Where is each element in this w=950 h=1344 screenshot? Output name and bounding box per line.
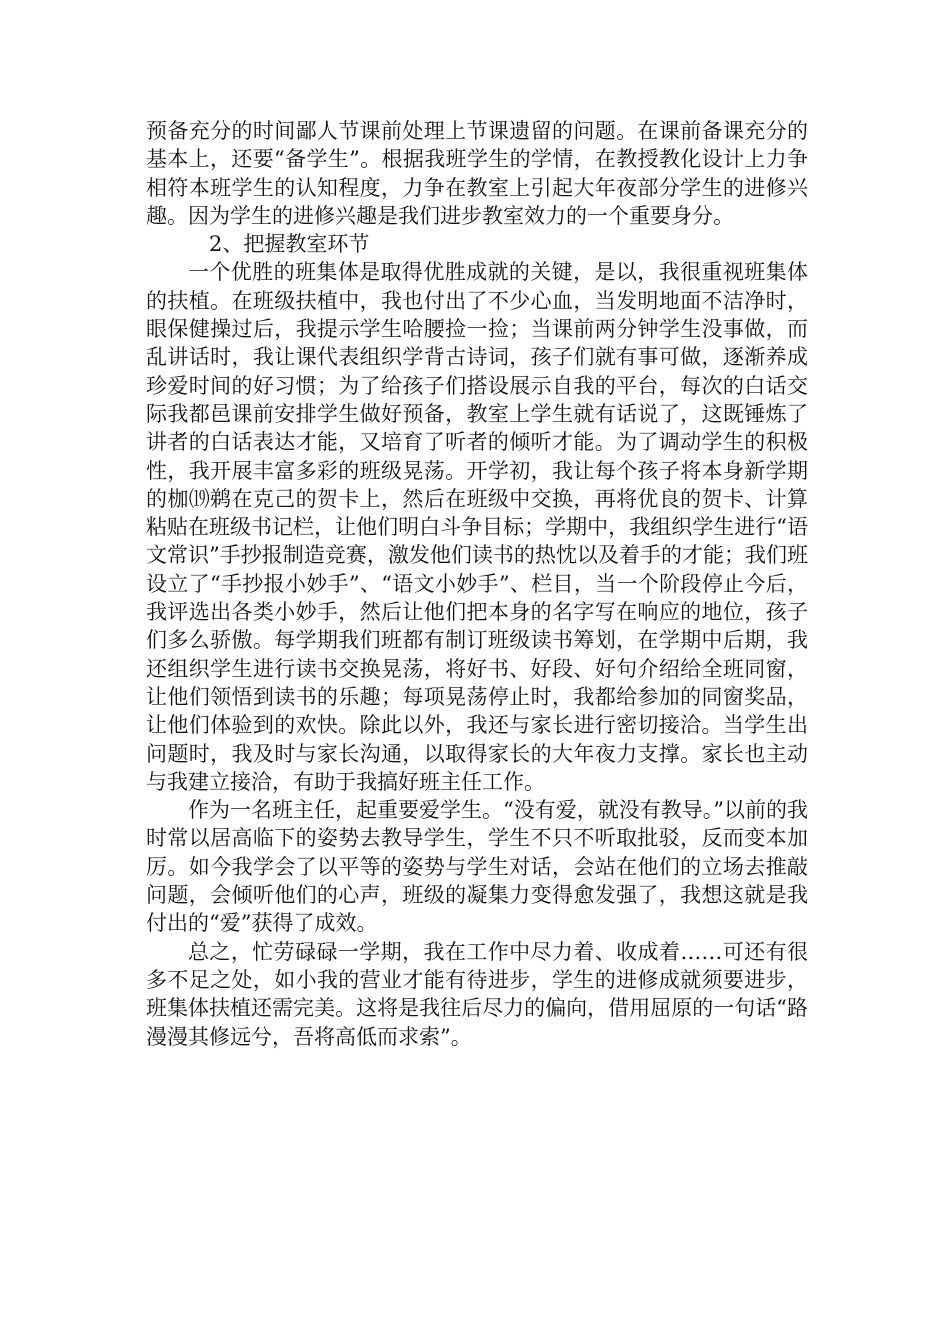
- paragraph-love-students: 作为一名班主任，起重要爱学生。“没有爱，就没有教导。”以前的我时常以居高临下的姿势去教导学生，学生不只不听取批驳，反而变本加厉。如今我学会了以平等的姿势与学生对话，会站在他们的立场去推敲问题，会倾听他们的心声，班级的凝集力变得愈发强了，我想这就是我付出的“爱”获得了成效。: [146, 798, 808, 936]
- paragraph-class-building: 一个优胜的班集体是取得优胜成就的关键，是以，我很重视班集体的扶植。在班级扶植中，我也付出了不少心血，当发明地面不洁净时，眼保健操过后，我提示学生哈腰捡一捡；当课前两分钟学生没事做，而乱讲话时，我让课代表组织学背古诗词，孩子们就有事可做，逐渐养成珍爱时间的好习惯；为了给孩子们搭设展示自我的平台，每次的白话交际我都邑课前安排学生做好预备，教室上学生就有话说了，这既锤炼了讲者的白话表达才能，又培育了听者的倾听才能。为了调动学生的积极性，我开展丰富多彩的班级晃荡。开学初，我让每个孩子将本身新学期的枷⒆鹈在克己的贺卡上，然后在班级中交换，再将优良的贺卡、计算粘贴在班级书记栏，让他们明白斗争目标；学期中，我组织学生进行“语文常识”手抄报制造竞赛，激发他们读书的热忱以及着手的才能；我们班设立了“手抄报小妙手”、“语文小妙手”、栏目，当一个阶段停止今后，我评选出各类小妙手，然后让他们把本身的名字写在响应的地位，孩子们多么骄傲。每学期我们班都有制订班级读书筹划，在学期中后期，我还组织学生进行读书交换晃荡，将好书、好段、好句介绍给全班同窗，让他们领悟到读书的乐趣；每项晃荡停止时，我都给参加的同窗奖品，让他们体验到的欢快。除此以外，我还与家长进行密切接洽。当学生出问题时，我及时与家长沟通，以取得家长的大年夜力支撑。家长也主动与我建立接洽，有助于我搞好班主任工作。: [146, 260, 808, 794]
- paragraph-summary: 总之，忙劳碌碌一学期，我在工作中尽力着、收成着……可还有很多不足之处，如小我的营业才能有待进步，学生的进修成就须要进步，班集体扶植还需完美。这将是我往后尽力的偏向，借用屈原的一句话“路漫漫其修远兮，吾将高低而求索”。: [146, 939, 808, 1049]
- section-heading: 2、把握教室环节: [209, 232, 370, 257]
- document-body: [146, 117, 808, 1051]
- paragraph-continuation: 预备充分的时间鄙人节课前处理上节课遗留的问题。在课前备课充分的基本上，还要“备学生”。根据我班学生的学情，在教授教化设计上力争相符本班学生的认知程度，力争在教室上引起大年夜部分学生的进修兴趣。因为学生的进修兴趣是我们进步教室效力的一个重要身分。: [146, 119, 808, 228]
